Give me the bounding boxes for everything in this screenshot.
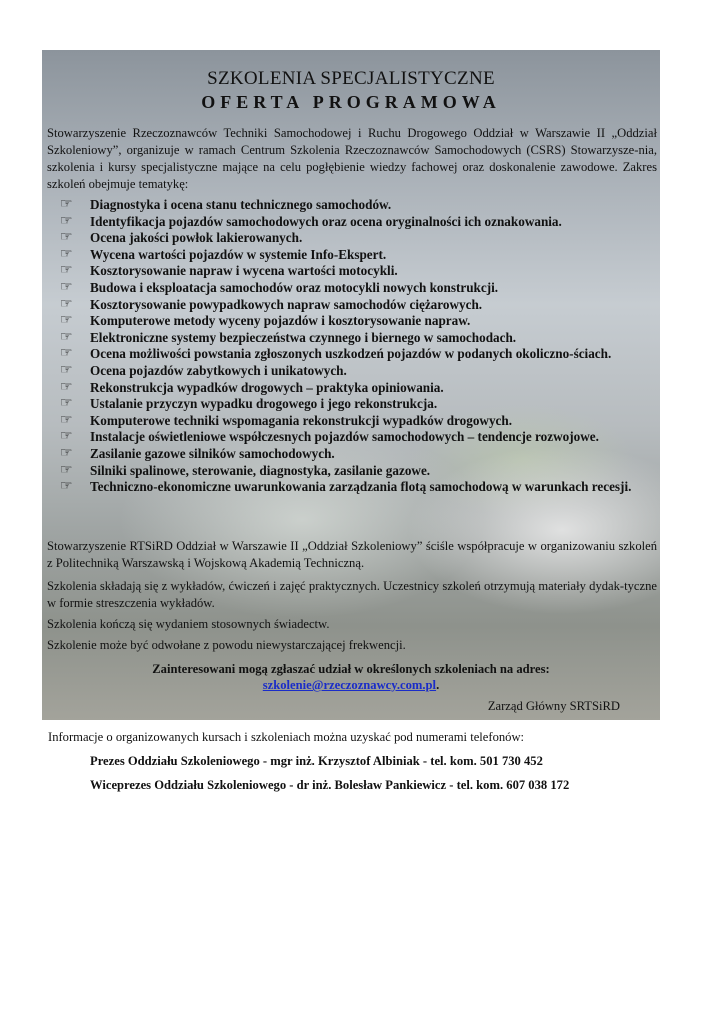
list-item: [60, 413, 660, 430]
list-item: [60, 330, 660, 347]
certificate-paragraph: Szkolenia kończą się wydaniem stosownych świadectw.: [47, 617, 330, 631]
pointing-hand-icon: ☞: [60, 479, 73, 495]
pointing-hand-icon: ☞: [60, 197, 73, 212]
pointing-hand-icon: ☞: [60, 279, 73, 295]
info-line: Informacje o organizowanych kursach i szkoleniach można uzyskać pod numerami telefonów:: [48, 730, 525, 744]
list-item: [60, 313, 660, 330]
list-item: [60, 479, 660, 496]
email-suffix: .: [436, 678, 440, 692]
topic-text: Kosztorysowanie powypadkowych napraw samochodów ciężarowych.: [90, 296, 483, 312]
pointing-hand-icon: ☞: [60, 445, 73, 461]
topic-text: Elektroniczne systemy bezpieczeństwa czynnego i biernego w samochodach.: [90, 329, 517, 345]
topics-list: [60, 197, 660, 496]
contact-block: [42, 661, 660, 693]
list-item: [60, 463, 660, 480]
topic-text: Ocena możliwości powstania zgłoszonych uszkodzeń pojazdów w podanych okoliczno-ściach.: [90, 346, 612, 362]
pointing-hand-icon: ☞: [60, 412, 73, 428]
pointing-hand-icon: ☞: [60, 346, 73, 362]
title-line-2: OFERTA PROGRAMOWA: [201, 92, 501, 112]
list-item: [60, 396, 660, 413]
list-item: [60, 346, 660, 363]
list-item: [60, 429, 660, 446]
topic-text: Ocena pojazdów zabytkowych i unikatowych.: [90, 362, 347, 378]
list-item: [60, 297, 660, 314]
offer-panel: [42, 50, 660, 720]
topic-text: Ocena jakości powłok lakierowanych.: [90, 230, 303, 246]
signoff: Zarząd Główny SRTSiRD: [487, 699, 620, 713]
title-line-1: SZKOLENIA SPECJALISTYCZNE: [207, 68, 495, 89]
list-item: [60, 263, 660, 280]
phone-line-president: Prezes Oddziału Szkoleniowego - mgr inż. Krzysztof Albiniak - tel. kom. 501 730 452: [90, 754, 543, 768]
topic-text: Budowa i eksploatacja samochodów oraz motocykli nowych konstrukcji.: [90, 279, 499, 295]
pointing-hand-icon: ☞: [60, 396, 73, 412]
topic-text: Komputerowe metody wyceny pojazdów i kosztorysowanie napraw.: [90, 313, 471, 329]
structure-paragraph: Szkolenia składają się z wykładów, ćwiczeń i zajęć praktycznych. Uczestnicy szkoleń otrzymują materiały dydak-tyczne w formie streszczenia wykładów.: [47, 579, 657, 610]
pointing-hand-icon: ☞: [60, 213, 73, 229]
topic-text: Komputerowe techniki wspomagania rekonstrukcji wypadków drogowych.: [90, 412, 513, 428]
topic-text: Rekonstrukcja wypadków drogowych – praktyka opiniowania.: [90, 379, 444, 395]
topic-text: Wycena wartości pojazdów w systemie Info-Ekspert.: [90, 246, 387, 262]
pointing-hand-icon: ☞: [60, 246, 73, 262]
topic-text: Techniczno-ekonomiczne uwarunkowania zarządzania flotą samochodową w warunkach recesji.: [90, 479, 632, 495]
pointing-hand-icon: ☞: [60, 362, 73, 378]
intro-paragraph: Stowarzyszenie Rzeczoznawców Techniki Samochodowej i Ruchu Drogowego Oddział w Warszawie II „Oddział Szkoleniowy”, organizuje w ramach Centrum Szkolenia Rzeczoznawców Samochodowych (CSRS) Stowarzysze-nia, szkolenia i kursy specjalistyczne mające na celu pogłębienie wiedzy fachowej oraz doskonalenie zawodowe. Zakres szkoleń obejmuje tematykę:: [47, 126, 657, 191]
cooperation-paragraph: Stowarzyszenie RTSiRD Oddział w Warszawie II „Oddział Szkoleniowy” ściśle współpracuje w organizowaniu szkoleń z Politechniką Warszawską i Wojskową Akademią Techniczną.: [47, 539, 657, 570]
topic-text: Identyfikacja pojazdów samochodowych oraz ocena oryginalności ich oznakowania.: [90, 213, 562, 229]
topic-text: Kosztorysowanie napraw i wycena wartości motocykli.: [90, 263, 398, 279]
list-item: [60, 247, 660, 264]
topic-text: Silniki spalinowe, sterowanie, diagnostyka, zasilanie gazowe.: [90, 462, 431, 478]
pointing-hand-icon: ☞: [60, 379, 73, 395]
contact-email-link[interactable]: szkolenie@rzeczoznawcy.com.pl: [262, 678, 437, 692]
list-item: [60, 230, 660, 247]
pointing-hand-icon: ☞: [60, 263, 73, 279]
phone-line-vice-president: Wiceprezes Oddziału Szkoleniowego - dr inż. Bolesław Pankiewicz - tel. kom. 607 038 172: [90, 778, 570, 792]
pointing-hand-icon: ☞: [60, 462, 73, 478]
list-item: [60, 197, 660, 214]
pointing-hand-icon: ☞: [60, 296, 73, 312]
contact-line: Zainteresowani mogą zgłaszać udział w określonych szkoleniach na adres:: [152, 662, 550, 676]
list-item: [60, 363, 660, 380]
contact-email-line: [42, 677, 660, 693]
topic-text: Instalacje oświetleniowe współczesnych pojazdów samochodowych – tendencje rozwojowe.: [90, 429, 599, 445]
pointing-hand-icon: ☞: [60, 329, 73, 345]
cancellation-paragraph: Szkolenie może być odwołane z powodu niewystarczającej frekwencji.: [47, 638, 406, 652]
list-item: [60, 280, 660, 297]
topic-text: Ustalanie przyczyn wypadku drogowego i jego rekonstrukcja.: [90, 396, 438, 412]
list-item: [60, 446, 660, 463]
list-item: [60, 380, 660, 397]
pointing-hand-icon: ☞: [60, 230, 73, 246]
topic-text: Zasilanie gazowe silników samochodowych.: [90, 445, 335, 461]
pointing-hand-icon: ☞: [60, 429, 73, 445]
list-item: [60, 214, 660, 231]
pointing-hand-icon: ☞: [60, 313, 73, 329]
topic-text: Diagnostyka i ocena stanu technicznego samochodów.: [90, 197, 392, 212]
